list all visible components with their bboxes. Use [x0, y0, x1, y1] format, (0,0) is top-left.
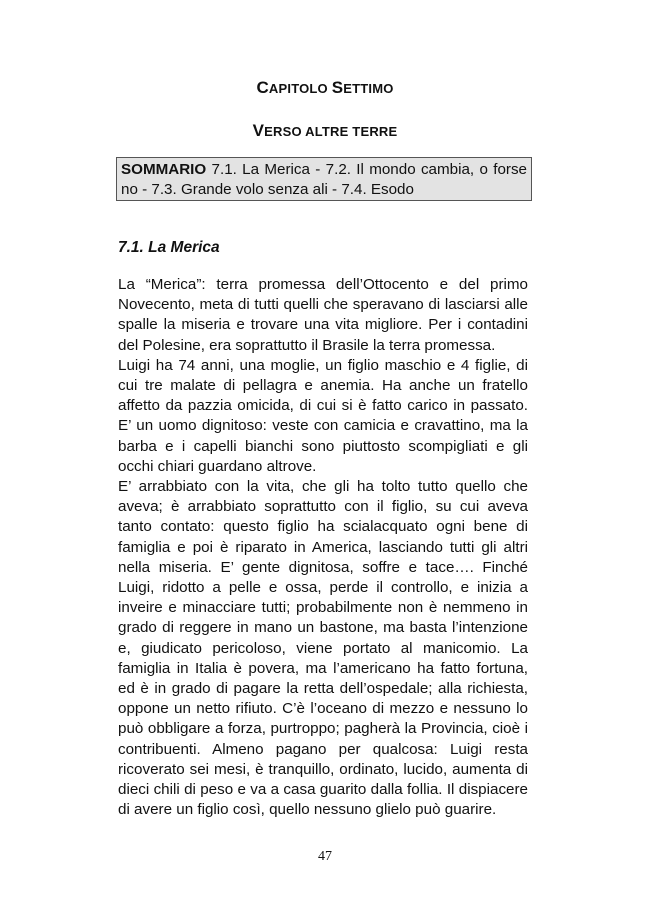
page-number: 47 [318, 849, 332, 864]
chapter-title-initial-2: S [331, 78, 344, 97]
paragraph-1: La “Merica”: terra promessa dell’Ottocento e del primo Novecento, meta di tutti quelli che speravano di lasciarsi alle spalle la miseria e trovare una vita migliore. Per i contadini del Polesine, era soprattutto il Brasile la terra promessa. [118, 276, 528, 354]
chapter-subtitle-initial: V [252, 121, 265, 140]
summary-text: 7.1. La Merica - 7.2. Il mondo cambia, o forse no - 7.3. Grande volo senza ali - 7.4. Esodo [121, 161, 527, 198]
summary-box [116, 157, 532, 201]
chapter-subtitle-rest: ERSO ALTRE TERRE [264, 124, 398, 139]
chapter-title-rest-2: ETTIMO [343, 81, 394, 96]
section-heading: 7.1. La Merica [118, 239, 220, 256]
paragraph-3: E’ arrabbiato con la vita, che gli ha tolto tutto quello che aveva; è arrabbiato soprattutto con il figlio, su cui aveva tanto contato: questo figlio ha scialacquato ogni bene di famiglia e poi è riparato in America, lasciando tutti gli altri nella miseria. E’ gente dignitosa, soffre e tace…. Finché Luigi, ridotto a pelle e ossa, perde il controllo, e inizia a inveire e minacciare tutti; probabilmente non è nemmeno in grado di reggere in mano un bastone, ma basta l’intenzione e, giudicato pericoloso, viene portato al manicomio. La famiglia in Italia è povera, ma l’americano ha fatto fortuna, ed è in grado di pagare la retta dell’ospedale; alla richiesta, oppone un netto rifiuto. C’è l’oceano di mezzo e nessuno lo può obbligare a forza, purtroppo; pagherà la Provincia, cioè i contribuenti. Almeno pagano per qualcosa: Luigi resta ricoverato sei mesi, è tranquillo, ordinato, lucido, aumenta di dieci chili di peso e va a casa guarito dalla follia. Il dispiacere di avere un figlio così, quello nessuno glielo può guarire. [118, 478, 528, 819]
paragraph-2: Luigi ha 74 anni, una moglie, un figlio maschio e 4 figlie, di cui tre malate di pellagra e anemia. Ha anche un fratello affetto da pazzia omicida, di cui si è fatto carico in passato. E’ un uomo dignitoso: veste con camicia e cravattino, ma la barba e i capelli bianchi sono piuttosto scompigliati e gli occhi chiari guardano altrove. [118, 356, 528, 475]
chapter-subtitle [0, 121, 650, 141]
chapter-title-initial-1: C [256, 78, 269, 97]
body-text [118, 275, 528, 820]
chapter-title-rest-1: APITOLO [268, 81, 332, 96]
summary-label: SOMMARIO [121, 161, 207, 178]
chapter-title [0, 78, 650, 98]
